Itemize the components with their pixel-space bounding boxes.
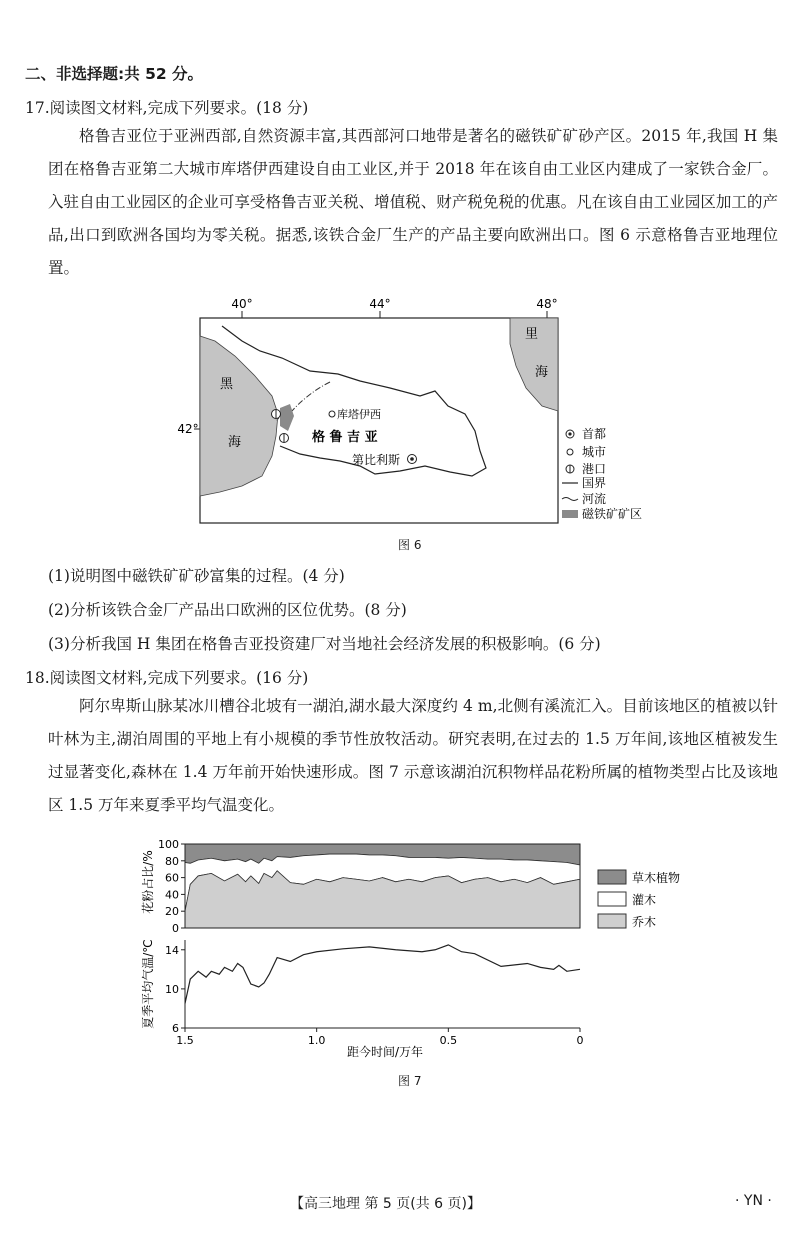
svg-text:港口: 港口 (582, 462, 607, 476)
legend-port (566, 461, 606, 476)
temp-xlabel: 距今时间/万年 (346, 1045, 424, 1059)
legend-capital (566, 426, 606, 441)
q17-sub1: (1)说明图中磁铁矿矿砂富集的过程。(4 分) (48, 567, 345, 585)
svg-text:灌木: 灌木 (632, 893, 657, 907)
pollen-ytick-label: 0 (172, 922, 179, 935)
temp-xtick-label: 1.5 (176, 1034, 194, 1047)
temperature-line (185, 945, 580, 1004)
port-icon (280, 434, 289, 443)
pollen-ytick-label: 80 (165, 854, 179, 868)
city-kutaisi-label: 库塔伊西 (337, 408, 381, 421)
lon-44-label: 44° (369, 297, 391, 311)
svg-text:城市: 城市 (582, 445, 607, 459)
temp-ylabel: 夏季平均气温/℃ (141, 939, 155, 1029)
lat-42-label: 42° (177, 422, 199, 436)
figure-6-map (177, 296, 660, 531)
temp-ytick-label: 6 (172, 1022, 179, 1035)
caspian-sea-label-2: 海 (535, 365, 549, 380)
legend-herb (598, 870, 680, 885)
page-footer: 【高三地理 第 5 页(共 6 页)】 (290, 1196, 481, 1212)
footer-code: · YN · (735, 1193, 772, 1209)
legend-river (562, 491, 606, 506)
figure-6-caption: 图 6 (398, 538, 422, 552)
q18-paragraph: 阿尔卑斯山脉某冰川槽谷北坡有一湖泊,湖水最大深度约 4 m,北侧有溪流汇入。目前该地区的植被以针叶林为主,湖泊周围的平地上有小规模的季节性放牧活动。研究表明,在过去的 1.5 万年间,该地区植被发生过显著变化,森林在 1.4 万年前开始快速形成。图 7 示意该湖泊沉积物样品花粉所属的植物类型占比及该地区 1.5 万年来夏季平均气温变化。 (48, 697, 778, 814)
figure-7-caption: 图 7 (398, 1074, 422, 1088)
svg-text:草木植物: 草木植物 (632, 871, 681, 885)
pollen-ytick-label: 60 (165, 871, 179, 885)
q17-paragraph: 格鲁吉亚位于亚洲西部,自然资源丰富,其西部河口地带是著名的磁铁矿矿砂产区。2015 年,我国 H 集团在格鲁吉亚第二大城市库塔伊西建设自由工业区,并于 2018 年在该自由工业区内建成了一家铁合金厂。入驻自由工业园区的企业可享受格鲁吉亚关税、增值税、财产税免税的优惠。凡在该自由工业园区加工的产品,出口到欧洲各国均为零关税。据悉,该铁合金厂生产的产品主要向欧洲出口。图 6 示意格鲁吉亚地理位置。 (48, 127, 778, 277)
legend-shrub (598, 892, 656, 907)
q17-stem: 17.阅读图文材料,完成下列要求。(18 分) (25, 99, 309, 117)
pollen-ylabel: 花粉占比/% (141, 850, 155, 914)
city-tbilisi-label: 第比利斯 (352, 453, 401, 467)
pollen-ytick-label: 40 (165, 888, 179, 902)
lon-40-label: 40° (231, 297, 253, 311)
pollen-ytick-label: 100 (158, 838, 179, 851)
temp-xtick-label: 0.5 (439, 1034, 458, 1047)
q17-sub2: (2)分析该铁合金厂产品出口欧洲的区位优势。(8 分) (48, 601, 407, 619)
legend-tree (598, 914, 656, 929)
q18-stem: 18.阅读图文材料,完成下列要求。(16 分) (25, 669, 309, 687)
legend-border (562, 476, 606, 490)
svg-text:首都: 首都 (582, 427, 607, 441)
capital-tbilisi-marker (408, 455, 417, 464)
black-sea-label-2: 海 (228, 435, 242, 450)
country-label: 格 鲁 吉 亚 (312, 430, 378, 445)
temp-ytick-label: 10 (165, 982, 179, 996)
lon-48-label: 48° (536, 297, 558, 311)
svg-text:河流: 河流 (582, 492, 607, 506)
temp-xtick-label: 1.0 (307, 1034, 326, 1047)
temp-xtick-label: 0 (576, 1034, 584, 1047)
svg-text:国界: 国界 (582, 476, 607, 490)
city-kutaisi-marker (329, 411, 335, 417)
pollen-ytick-label: 20 (165, 905, 179, 919)
port-icon (272, 410, 281, 419)
temp-ytick-label: 14 (165, 943, 179, 957)
section-title: 二、非选择题:共 52 分。 (25, 65, 204, 83)
svg-text:磁铁矿矿区: 磁铁矿矿区 (582, 507, 643, 521)
temperature-chart (165, 940, 584, 1047)
q17-sub3: (3)分析我国 H 集团在格鲁吉亚投资建厂对当地社会经济发展的积极影响。(6 分) (48, 635, 601, 653)
black-sea (200, 336, 278, 496)
svg-text:乔木: 乔木 (632, 915, 657, 929)
caspian-sea-label-1: 里 (525, 327, 539, 342)
legend-ore-area (562, 506, 642, 521)
figure-7-charts (130, 832, 710, 1072)
black-sea-label-1: 黑 (220, 377, 234, 392)
legend-city (567, 445, 606, 459)
magnetite-ore-area (280, 404, 294, 431)
pollen-chart (158, 838, 580, 935)
